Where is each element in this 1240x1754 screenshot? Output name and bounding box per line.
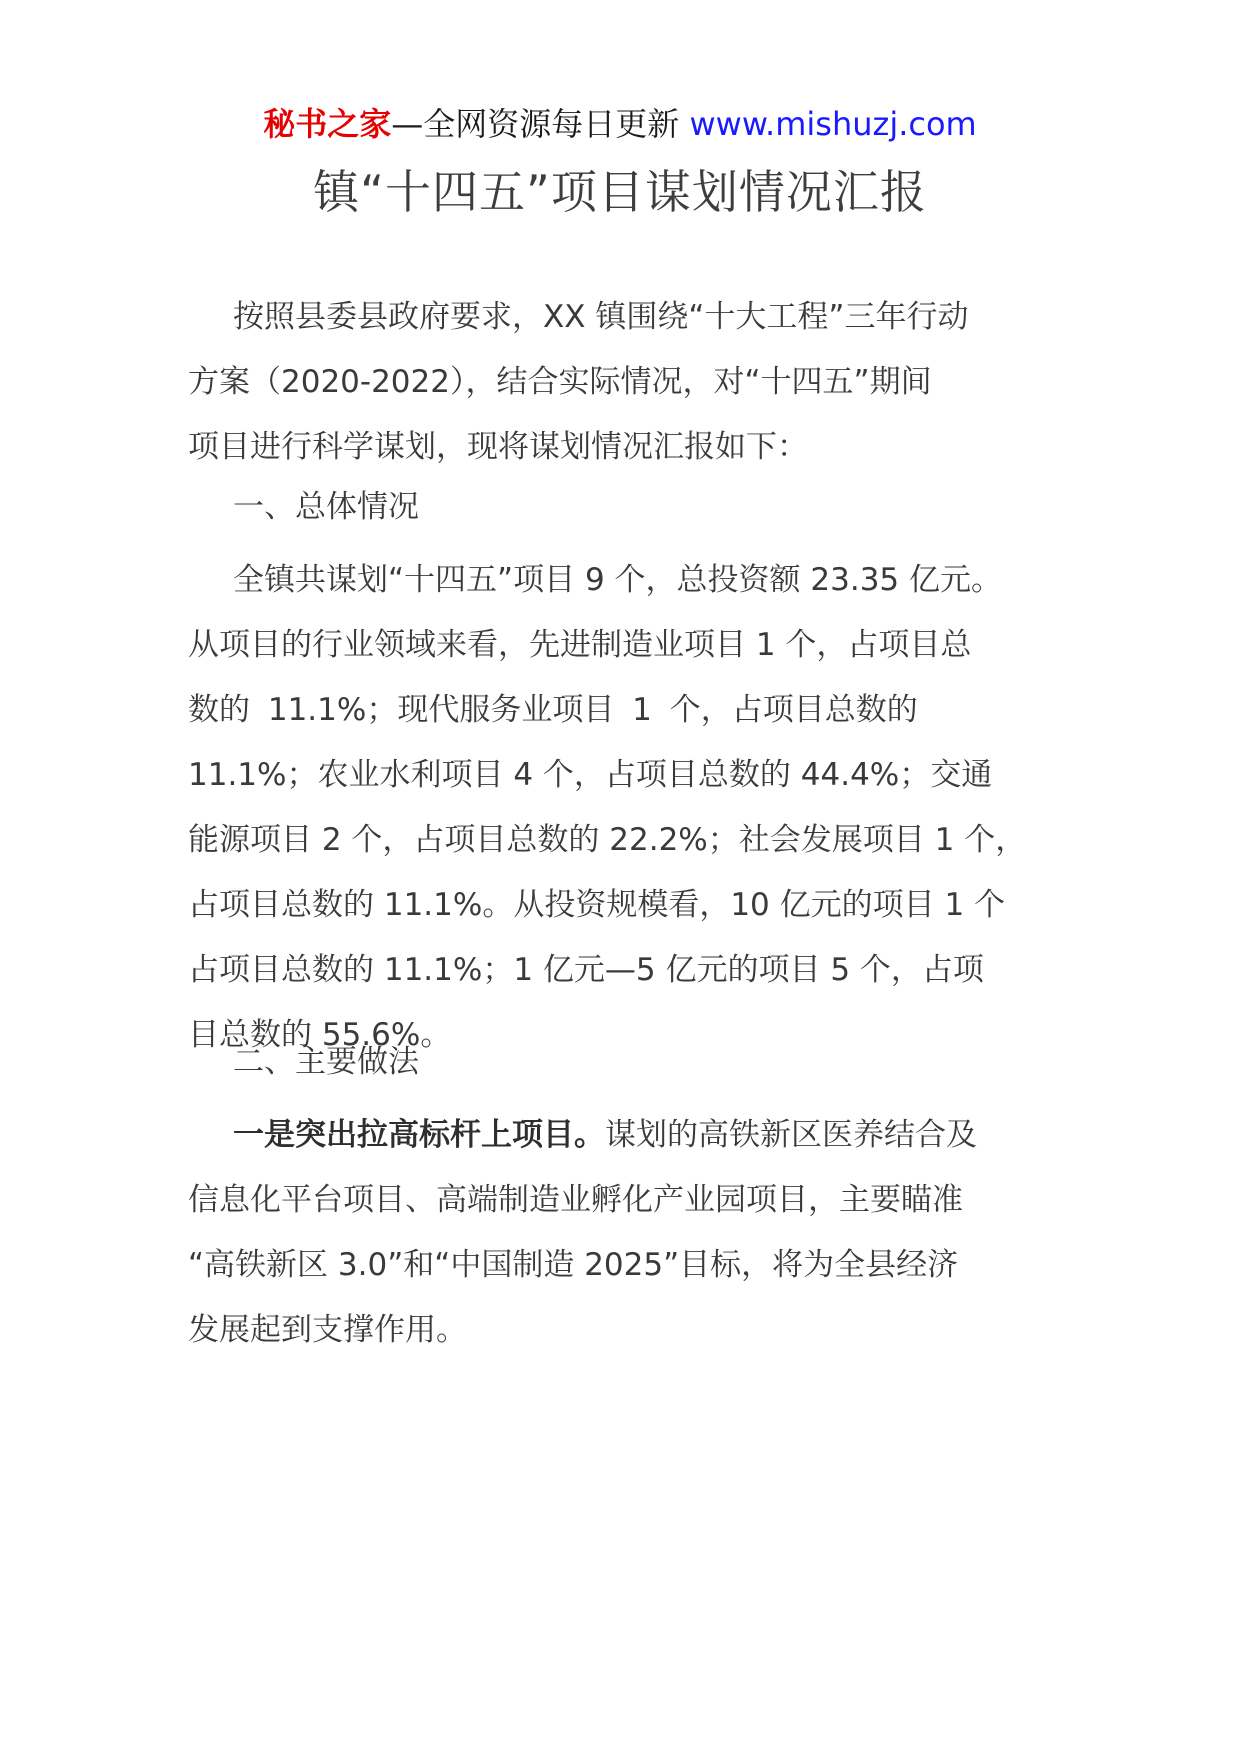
- section1-line: 目总数的 55.6%。: [188, 1017, 452, 1053]
- section2-paragraph: [188, 1103, 1068, 1363]
- section1-paragraph: [188, 548, 1068, 1068]
- intro-paragraph: [188, 285, 1068, 480]
- section2-first-line: [188, 1103, 1068, 1168]
- section1-line: 数的 11.1%；现代服务业项目 1 个，占项目总数的: [188, 692, 918, 728]
- section-heading: [188, 475, 1068, 540]
- site-url-link[interactable]: www.mishuzj.com: [689, 105, 977, 143]
- section-heading: [188, 1030, 1068, 1095]
- intro-line: 方案（2020-2022），结合实际情况，对“十四五”期间: [188, 364, 932, 400]
- section2-line: 信息化平台项目、高端制造业孵化产业园项目，主要瞄准: [188, 1182, 963, 1218]
- site-header: [0, 100, 1240, 148]
- section1-line: 能源项目 2 个，占项目总数的 22.2%；社会发展项目 1 个，: [188, 822, 1027, 858]
- section2-line: “高铁新区 3.0”和“中国制造 2025”目标，将为全县经济: [188, 1247, 959, 1283]
- section1-line: 全镇共谋划“十四五”项目 9 个，总投资额 23.35 亿元。: [233, 562, 1003, 598]
- section2-line: 发展起到支撑作用。: [188, 1312, 467, 1348]
- intro-line: 项目进行科学谋划，现将谋划情况汇报如下：: [188, 429, 808, 465]
- section1-line: 从项目的行业领域来看，先进制造业项目 1 个，占项目总: [188, 627, 972, 663]
- section1-line: 占项目总数的 11.1%；1 亿元—5 亿元的项目 5 个，占项: [188, 952, 984, 988]
- section2-heading: 二、主要做法: [233, 1044, 419, 1080]
- section2-first-rest: 谋划的高铁新区医养结合及: [605, 1117, 977, 1153]
- section1-line: 11.1%；农业水利项目 4 个，占项目总数的 44.4%；交通: [188, 757, 993, 793]
- section2-bold-lead: 一是突出拉高标杆上项目。: [233, 1117, 605, 1153]
- intro-line: 按照县委县政府要求，XX 镇围绕“十大工程”三年行动: [233, 299, 969, 335]
- section1-line: 占项目总数的 11.1%。从投资规模看，10 亿元的项目 1 个: [188, 887, 1006, 923]
- brand-name: 秘书之家: [263, 105, 392, 143]
- document-title: 镇“十四五”项目谋划情况汇报: [313, 165, 927, 219]
- section1-heading: 一、总体情况: [233, 489, 419, 525]
- header-tagline: —全网资源每日更新: [391, 105, 680, 143]
